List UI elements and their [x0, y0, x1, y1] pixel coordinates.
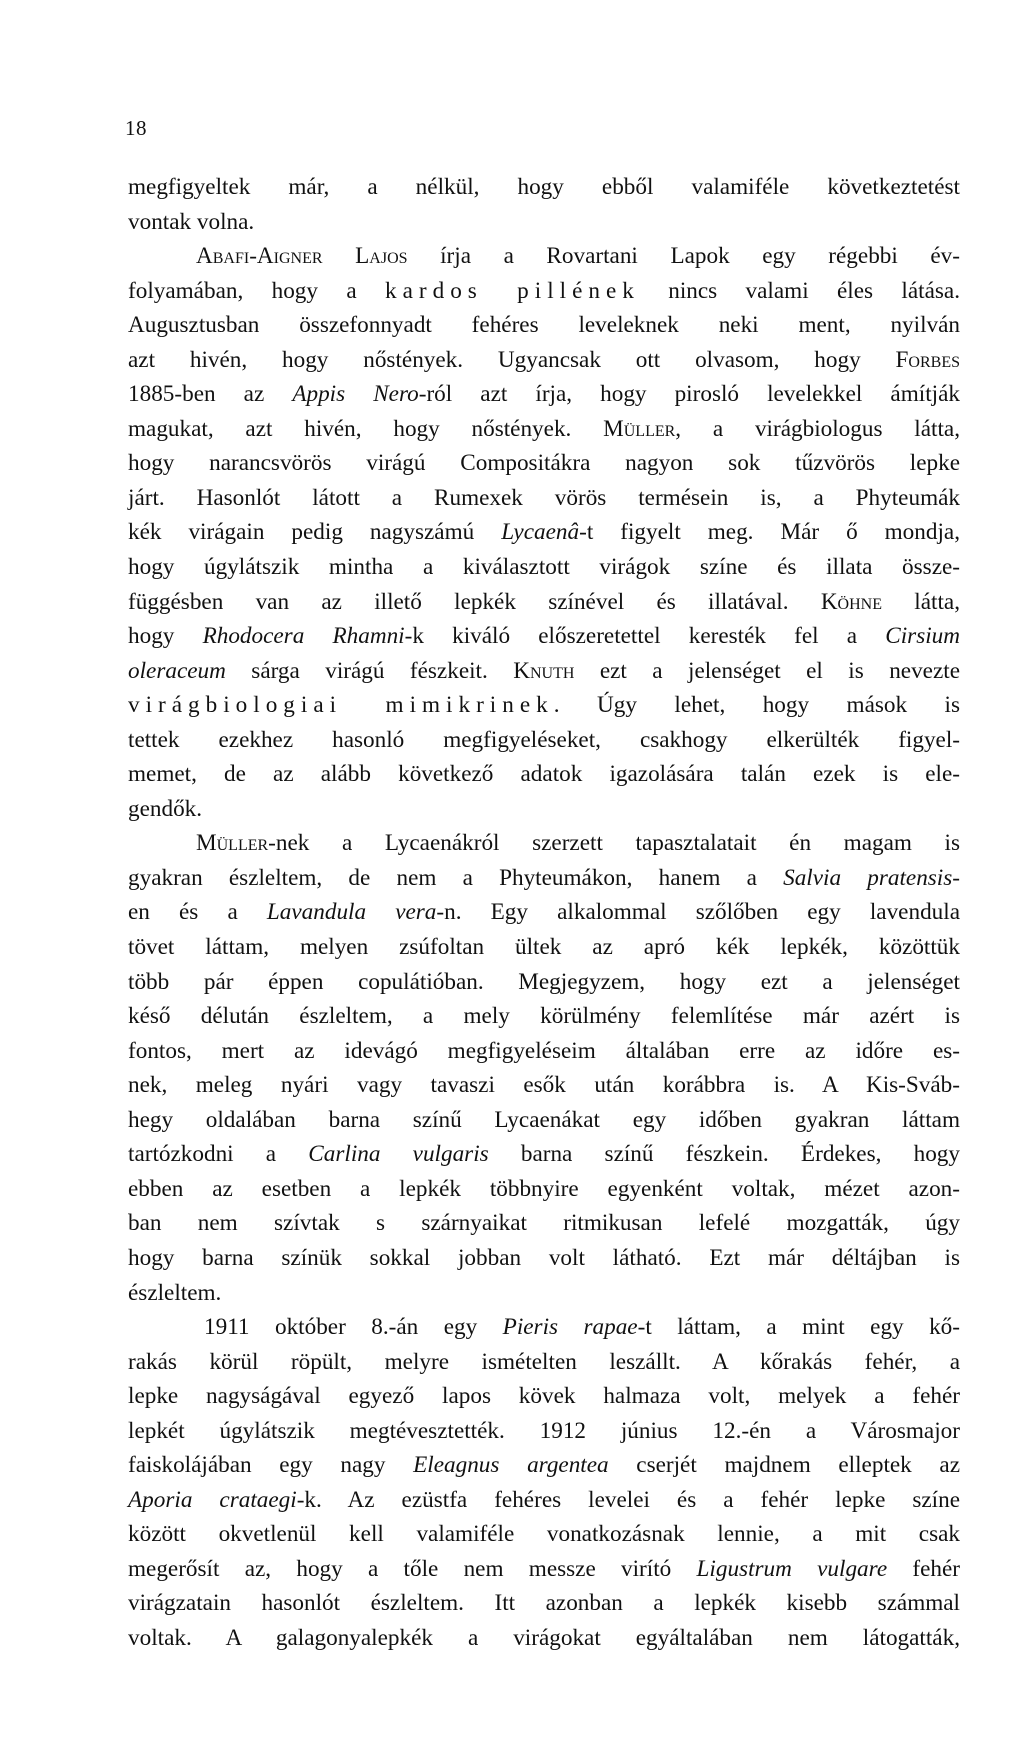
text-line — [128, 1414, 960, 1449]
text-run: barna színű fészkein. Érdekes, hogy — [488, 1141, 960, 1168]
text-line — [128, 308, 960, 343]
text-run: tartózkodni a — [128, 1141, 309, 1168]
text-line — [128, 170, 960, 205]
text-line — [128, 1621, 960, 1656]
text-run: vontak volna. — [128, 208, 255, 235]
text-run: -t figyelt meg. Már ő mondja, — [579, 519, 960, 546]
page-number: 18 — [125, 116, 147, 140]
text-run: késő délután észleltem, a mely körülmény felemlítése már azért is — [128, 1003, 960, 1030]
spaced-emphasis: virágbiologiai mimikrinek — [128, 692, 554, 719]
text-line — [128, 895, 960, 930]
text-run: függésben van az illető lepkék színével és illatával. — [128, 588, 821, 615]
text-line — [128, 930, 960, 965]
italic-term: Aporia crataegi — [128, 1486, 297, 1513]
text-run: nincs valami éles látása. — [639, 277, 960, 304]
text-run: . Úgy lehet, hogy mások is — [553, 692, 960, 719]
text-run: faiskolájában egy nagy — [128, 1452, 414, 1479]
author-name: Forbes — [895, 346, 960, 373]
text-line — [128, 1137, 960, 1172]
text-line — [128, 688, 960, 723]
author-name: Abafi-Aigner Lajos — [196, 243, 408, 270]
text-run: több pár éppen copulátióban. Megjegyzem, hogy ezt a jelenséget — [128, 968, 960, 995]
text-line — [128, 1276, 960, 1311]
author-name: Müller — [603, 415, 676, 442]
text-line — [128, 1206, 960, 1241]
text-run: észleltem. — [128, 1279, 222, 1306]
text-run: Augusztusban összefonnyadt fehéres leveleknek neki ment, nyilván — [128, 312, 960, 339]
spaced-emphasis: kardos pillének — [385, 277, 640, 304]
italic-term: Appis Nero — [292, 381, 419, 408]
text-run: tettek ezekhez hasonló megfigyeléseket, csakhogy elkerülték figyel- — [128, 726, 960, 753]
text-line — [128, 1068, 960, 1103]
text-line — [128, 861, 960, 896]
text-line — [128, 1379, 960, 1414]
text-line — [128, 446, 960, 481]
text-run: ezt a jelenséget el is nevezte — [574, 657, 960, 684]
text-line — [128, 1172, 960, 1207]
text-line — [128, 965, 960, 1000]
italic-term: Lavandula vera — [266, 899, 437, 926]
text-run: lepkét úgylátszik megtévesztették. 1912 június 12.-én a Városmajor — [128, 1417, 960, 1444]
text-run: ebben az esetben a lepkék többnyire egyenként voltak, mézet azon- — [128, 1175, 960, 1202]
text-line — [128, 826, 960, 861]
text-line — [128, 1483, 960, 1518]
text-run: memet, de az alább következő adatok igazolására talán ezek is ele- — [128, 761, 960, 788]
text-line — [128, 1103, 960, 1138]
text-run: fontos, mert az idevágó megfigyeléseim általában erre az időre es- — [128, 1037, 960, 1064]
text-run: megerősít az, hogy a tőle nem messze virító — [128, 1555, 697, 1582]
text-line — [128, 481, 960, 516]
text-line — [128, 585, 960, 620]
italic-term: Lycaenâ — [501, 519, 580, 546]
text-line — [128, 412, 960, 447]
text-run: nek, meleg nyári vagy tavaszi esők után korábbra is. A Kis-Sváb- — [128, 1072, 960, 1099]
italic-term: Pieris rapae — [502, 1314, 638, 1341]
text-line — [128, 1034, 960, 1069]
text-run: írja a Rovartani Lapok egy régebbi év- — [407, 243, 961, 270]
text-run: megfigyeltek már, a nélkül, hogy ebből valamiféle következtetést — [128, 174, 960, 200]
text-line — [128, 274, 960, 309]
text-run: cserjét majdnem elleptek az — [608, 1452, 960, 1479]
italic-term: oleraceum — [128, 657, 226, 684]
author-name: Knuth — [513, 657, 575, 684]
text-run: folyamában, hogy a — [128, 277, 385, 304]
text-line — [128, 999, 960, 1034]
text-line — [128, 377, 960, 412]
text-line — [128, 654, 960, 689]
text-run: látta, — [882, 588, 960, 615]
text-run: sárga virágú fészkeit. — [225, 657, 514, 684]
text-run: -k kiváló előszeretettel keresték fel a — [404, 623, 886, 650]
text-run: azt hivén, hogy nőstények. Ugyancsak ott olvasom, hogy — [128, 346, 896, 373]
text-line — [128, 1448, 960, 1483]
text-run: gendők. — [128, 795, 203, 822]
text-run: között okvetlenül kell valamiféle vonatkozásnak lennie, a mit csak — [128, 1521, 960, 1548]
text-line — [128, 757, 960, 792]
text-run: -t láttam, a mint egy kő- — [637, 1314, 960, 1341]
text-run: lepke nagyságával egyező lapos kövek halmaza volt, melyek a fehér — [128, 1383, 960, 1410]
text-run: hogy — [128, 623, 203, 650]
italic-term: Rhodocera Rhamni — [202, 623, 405, 650]
text-line — [128, 239, 960, 274]
text-run: 1885-ben az — [128, 381, 293, 408]
text-run: fehér — [887, 1555, 960, 1582]
text-run: hogy narancsvörös virágú Compositákra nagyon sok tűzvörös lepke — [128, 450, 960, 477]
text-line — [128, 723, 960, 758]
text-line — [128, 515, 960, 550]
text-line — [128, 792, 960, 827]
text-run: en és a — [128, 899, 267, 926]
text-line — [128, 619, 960, 654]
text-run: járt. Hasonlót látott a Rumexek vörös termésein is, a Phyteumák — [128, 484, 960, 511]
text-line — [128, 1241, 960, 1276]
text-line — [128, 1345, 960, 1380]
author-name: Köhne — [820, 588, 882, 615]
italic-term: Eleagnus argentea — [413, 1452, 609, 1479]
text-run: voltak. A galagonyalepkék a virágokat egyáltalában nem látogatták, — [128, 1624, 960, 1651]
text-line — [128, 205, 960, 240]
body-text — [128, 170, 960, 1656]
text-run: gyakran észleltem, de nem a Phyteumákon, hanem a — [128, 864, 784, 891]
text-run: magukat, azt hivén, hogy nőstények. — [128, 415, 604, 442]
text-line — [128, 1517, 960, 1552]
text-run: virágzatain hasonlót észleltem. Itt azonban a lepkék kisebb számmal — [128, 1590, 960, 1617]
italic-term: Salvia pratensis- — [783, 864, 960, 891]
text-run: -n. Egy alkalommal szőlőben egy lavendula — [436, 899, 960, 926]
text-line — [128, 1552, 960, 1587]
text-run: , a virágbiologus látta, — [675, 415, 960, 442]
text-run: 1911 október 8.-án egy — [204, 1314, 503, 1341]
text-run: tövet láttam, melyen zsúfoltan ültek az apró kék lepkék, közöttük — [128, 934, 960, 961]
text-run: -k. Az ezüstfa fehéres levelei és a fehér lepke színe — [296, 1486, 961, 1513]
text-line — [128, 343, 960, 378]
text-run: rakás körül röpült, melyre ismételten leszállt. A kőrakás fehér, a — [128, 1348, 960, 1375]
text-run: hogy barna színük sokkal jobban volt látható. Ezt már déltájban is — [128, 1244, 960, 1271]
text-line — [128, 550, 960, 585]
text-line — [128, 1310, 960, 1345]
italic-term: Ligustrum vulgare — [696, 1555, 888, 1582]
text-run: hegy oldalában barna színű Lycaenákat egy időben gyakran láttam — [128, 1106, 960, 1133]
text-run: ban nem szívtak s szárnyaikat ritmikusan lefelé mozgatták, úgy — [128, 1210, 960, 1237]
text-line — [128, 1586, 960, 1621]
text-run: -nek a Lycaenákról szerzett tapasztalatait én magam is — [268, 830, 960, 857]
italic-term: Carlina vulgaris — [308, 1141, 489, 1168]
text-run: -ról azt írja, hogy pirosló levelekkel ámítják — [418, 381, 960, 408]
text-run: kék virágain pedig nagyszámú — [128, 519, 502, 546]
italic-term: Cirsium — [885, 623, 961, 650]
text-run: hogy úgylátszik mintha a kiválasztott virágok színe és illata össze- — [128, 554, 960, 581]
author-name: Müller — [196, 830, 269, 857]
